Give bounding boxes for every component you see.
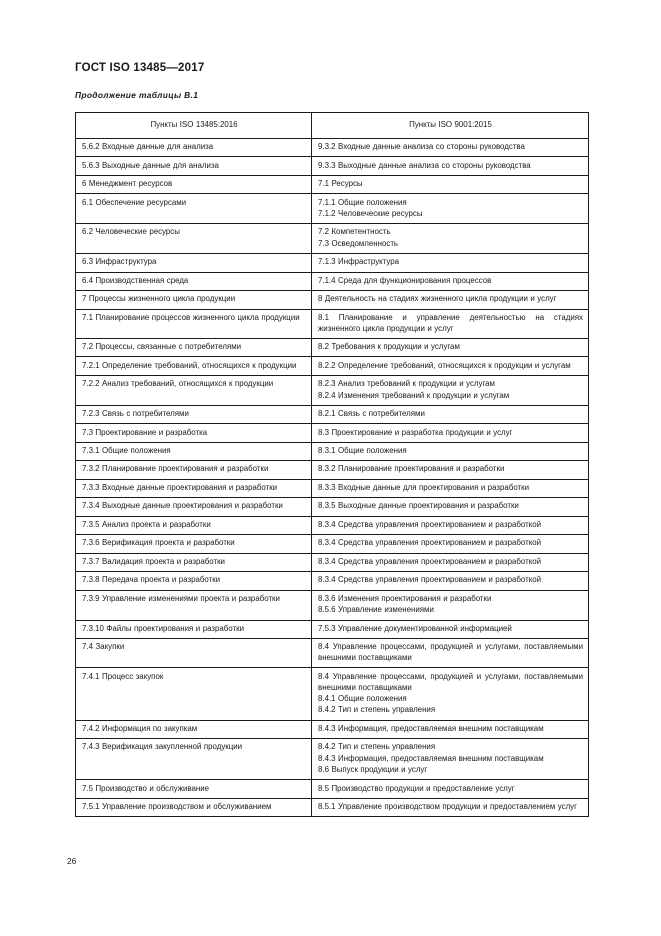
clause-line: 6 Менеджмент ресурсов xyxy=(82,179,173,189)
clause-line: 9.3.3 Выходные данные анализа со стороны руководства xyxy=(318,160,531,170)
left-cell-clause xyxy=(76,461,312,479)
left-cell-clause xyxy=(76,375,312,405)
left-cell-clause xyxy=(76,498,312,516)
clause-line: 8.2.1 Связь с потребителями xyxy=(318,409,425,419)
table-row xyxy=(76,442,589,460)
right-cell-clause xyxy=(312,309,589,338)
table-row xyxy=(76,424,589,442)
right-cell-clause xyxy=(312,224,589,254)
right-cell-clause xyxy=(312,720,589,738)
right-cell-clause xyxy=(312,357,589,375)
clause-line: 7.4.3 Верификация закупленной продукции xyxy=(82,742,243,752)
clause-line: 8.3.4 Средства управления проектированием и разработкой xyxy=(318,575,542,585)
table-row xyxy=(76,620,589,638)
clause-line: 8.5 Производство продукции и предоставление услуг xyxy=(318,783,515,793)
clause-line: 7.3.3 Входные данные проектирования и разработки xyxy=(82,482,278,492)
right-cell-clause xyxy=(312,516,589,534)
left-cell-clause xyxy=(76,157,312,175)
clause-line: 7.3 Осведомленность xyxy=(318,238,399,248)
clause-line: 7.3.5 Анализ проекта и разработки xyxy=(82,519,211,529)
table-row xyxy=(76,516,589,534)
clause-line: 8.6 Выпуск продукции и услуг xyxy=(318,765,428,775)
clause-line: 7.2.3 Связь с потребителями xyxy=(82,409,189,419)
clause-line: 8.3.6 Изменения проектирования и разработки xyxy=(318,593,492,603)
clause-line: 7 Процессы жизненного цикла продукции xyxy=(82,294,236,304)
left-cell-clause xyxy=(76,639,312,668)
column-header-iso9001: Пункты ISO 9001:2015 xyxy=(312,113,589,139)
right-cell-clause xyxy=(312,479,589,497)
clause-line: 7.4.2 Информация по закупкам xyxy=(82,723,198,733)
clause-line: 8.1 Планирование и управление деятельностью на стадиях жизненного цикла продукции и услуг xyxy=(318,312,583,333)
clause-line: 8.4 Управление процессами, продукцией и услугами, поставляемыми внешними поставщиками xyxy=(318,642,583,663)
clause-line: 8.2 Требования к продукции и услугам xyxy=(318,342,460,352)
right-cell-clause xyxy=(312,553,589,571)
left-cell-clause xyxy=(76,798,312,816)
right-cell-clause xyxy=(312,405,589,423)
clause-line: 6.4 Производственная среда xyxy=(82,275,189,285)
left-cell-clause xyxy=(76,405,312,423)
table-row xyxy=(76,194,589,224)
clause-line: 8.4.2 Тип и степень управления xyxy=(318,742,436,752)
left-cell-clause xyxy=(76,620,312,638)
left-cell-clause xyxy=(76,175,312,193)
table-row xyxy=(76,739,589,780)
clause-line: 8.4.3 Информация, предоставляемая внешним поставщикам xyxy=(318,723,544,733)
clause-line: 7.2.1 Определение требований, относящихся к продукции xyxy=(82,360,297,370)
table-row xyxy=(76,224,589,254)
clause-line: 9.3.2 Входные данные анализа со стороны руководства xyxy=(318,142,525,152)
clause-line: 7.1.1 Общие положения xyxy=(318,197,407,207)
clause-line: 7.5.3 Управление документированной информацией xyxy=(318,623,512,633)
left-cell-clause xyxy=(76,224,312,254)
table-row xyxy=(76,461,589,479)
clause-line: 8.2.4 Изменения требований к продукции и услугам xyxy=(318,390,510,400)
clause-line: 5.6.3 Выходные данные для анализа xyxy=(82,160,219,170)
clause-line: 8.2.2 Определение требований, относящихся к продукции и услугам xyxy=(318,360,571,370)
left-cell-clause xyxy=(76,553,312,571)
right-cell-clause xyxy=(312,798,589,816)
clause-line: 8.5.1 Управление производством продукции и предоставлением услуг xyxy=(318,802,577,812)
column-header-iso13485: Пункты ISO 13485:2016 xyxy=(76,113,312,139)
left-cell-clause xyxy=(76,590,312,620)
right-cell-clause xyxy=(312,590,589,620)
right-cell-clause xyxy=(312,461,589,479)
right-cell-clause xyxy=(312,739,589,780)
clause-line: 7.3.2 Планирование проектирования и разработки xyxy=(82,464,269,474)
clause-line: 7.2 Компетентность xyxy=(318,227,391,237)
table-header-row xyxy=(76,113,589,139)
clause-line: 8 Деятельность на стадиях жизненного цикла продукции и услуг xyxy=(318,294,557,304)
table-row xyxy=(76,309,589,338)
clause-line: 8.3.3 Входные данные для проектирования и разработки xyxy=(318,482,530,492)
clause-line: 6.2 Человеческие ресурсы xyxy=(82,227,180,237)
left-cell-clause xyxy=(76,138,312,156)
left-cell-clause xyxy=(76,357,312,375)
table-row xyxy=(76,798,589,816)
left-cell-clause xyxy=(76,291,312,309)
left-cell-clause xyxy=(76,780,312,798)
table-row xyxy=(76,405,589,423)
clause-line: 7.1.4 Среда для функционирования процессов xyxy=(318,275,492,285)
right-cell-clause xyxy=(312,780,589,798)
left-cell-clause xyxy=(76,309,312,338)
clause-line: 7.5.1 Управление производством и обслуживанием xyxy=(82,802,272,812)
table-row xyxy=(76,553,589,571)
clause-line: 8.4 Управление процессами, продукцией и услугами, поставляемыми внешними поставщиками xyxy=(318,671,583,692)
table-row xyxy=(76,175,589,193)
left-cell-clause xyxy=(76,442,312,460)
right-cell-clause xyxy=(312,157,589,175)
clause-line: 8.3.4 Средства управления проектированием и разработкой xyxy=(318,519,542,529)
clause-line: 8.3.2 Планирование проектирования и разработки xyxy=(318,464,505,474)
table-row xyxy=(76,291,589,309)
right-cell-clause xyxy=(312,272,589,290)
left-cell-clause xyxy=(76,572,312,590)
clause-line: 8.3.4 Средства управления проектированием и разработкой xyxy=(318,556,542,566)
right-cell-clause xyxy=(312,291,589,309)
clause-line: 7.3 Проектирование и разработка xyxy=(82,427,208,437)
table-row xyxy=(76,375,589,405)
table-row xyxy=(76,780,589,798)
clause-line: 7.1 Ресурсы xyxy=(318,179,363,189)
right-cell-clause xyxy=(312,498,589,516)
right-cell-clause xyxy=(312,138,589,156)
right-cell-clause xyxy=(312,668,589,720)
clause-line: 7.3.4 Выходные данные проектирования и разработки xyxy=(82,501,283,511)
table-caption: Продолжение таблицы В.1 xyxy=(75,90,199,100)
standard-title: ГОСТ ISO 13485—2017 xyxy=(75,62,205,74)
left-cell-clause xyxy=(76,535,312,553)
clause-line: 8.4.3 Информация, предоставляемая внешним поставщикам xyxy=(318,753,544,763)
clause-line: 7.3.6 Верификация проекта и разработки xyxy=(82,538,235,548)
right-cell-clause xyxy=(312,194,589,224)
left-cell-clause xyxy=(76,194,312,224)
clause-line: 7.1.3 Инфраструктура xyxy=(318,257,400,267)
table-row xyxy=(76,668,589,720)
clause-line: 7.3.10 Файлы проектирования и разработки xyxy=(82,623,244,633)
clause-line: 7.2 Процессы, связанные с потребителями xyxy=(82,342,242,352)
table-row xyxy=(76,639,589,668)
left-cell-clause xyxy=(76,338,312,356)
left-cell-clause xyxy=(76,516,312,534)
clause-line: 8.4.2 Тип и степень управления xyxy=(318,705,436,715)
table-row xyxy=(76,138,589,156)
clause-line: 7.2.2 Анализ требований, относящихся к продукции xyxy=(82,379,274,389)
table-row xyxy=(76,535,589,553)
clause-line: 8.2.3 Анализ требований к продукции и услугам xyxy=(318,379,495,389)
clause-line: 7.4 Закупки xyxy=(82,642,125,652)
left-cell-clause xyxy=(76,720,312,738)
clause-line: 7.4.1 Процесс закупок xyxy=(82,671,164,681)
clause-line: 6.1 Обеспечение ресурсами xyxy=(82,197,187,207)
clause-line: 6.3 Инфраструктура xyxy=(82,257,157,267)
clause-line: 8.3.5 Выходные данные проектирования и разработки xyxy=(318,501,519,511)
right-cell-clause xyxy=(312,175,589,193)
clause-line: 8.3.4 Средства управления проектированием и разработкой xyxy=(318,538,542,548)
clause-line: 7.3.1 Общие положения xyxy=(82,446,171,455)
clause-line: 8.4.1 Общие положения xyxy=(318,693,407,703)
table-row xyxy=(76,498,589,516)
table-row xyxy=(76,720,589,738)
correspondence-table xyxy=(75,112,589,817)
table-row xyxy=(76,357,589,375)
clause-line: 7.3.9 Управление изменениями проекта и разработки xyxy=(82,593,280,603)
right-cell-clause xyxy=(312,254,589,272)
table-body xyxy=(76,138,589,817)
left-cell-clause xyxy=(76,254,312,272)
right-cell-clause xyxy=(312,620,589,638)
right-cell-clause xyxy=(312,639,589,668)
clause-line: 7.3.8 Передача проекта и разработки xyxy=(82,575,221,585)
left-cell-clause xyxy=(76,668,312,720)
clause-line: 5.6.2 Входные данные для анализа xyxy=(82,142,214,152)
right-cell-clause xyxy=(312,572,589,590)
left-cell-clause xyxy=(76,479,312,497)
right-cell-clause xyxy=(312,442,589,460)
left-cell-clause xyxy=(76,424,312,442)
table-row xyxy=(76,272,589,290)
left-cell-clause xyxy=(76,272,312,290)
right-cell-clause xyxy=(312,338,589,356)
table-row xyxy=(76,479,589,497)
table-row xyxy=(76,572,589,590)
right-cell-clause xyxy=(312,535,589,553)
table-row xyxy=(76,590,589,620)
right-cell-clause xyxy=(312,424,589,442)
clause-line: 7.3.7 Валидация проекта и разработки xyxy=(82,556,225,566)
clause-line: 8.5.6 Управление изменениями xyxy=(318,605,434,615)
clause-line: 7.1 Планирование процессов жизненного цикла продукции xyxy=(82,312,300,322)
right-cell-clause xyxy=(312,375,589,405)
clause-line: 8.3.1 Общие положения xyxy=(318,446,407,455)
clause-line: 7.5 Производство и обслуживание xyxy=(82,783,210,793)
clause-line: 7.1.2 Человеческие ресурсы xyxy=(318,208,423,218)
table-row xyxy=(76,338,589,356)
page-number: 26 xyxy=(67,856,77,866)
clause-line: 8.3 Проектирование и разработка продукции и услуг xyxy=(318,427,513,437)
table-row xyxy=(76,254,589,272)
table-row xyxy=(76,157,589,175)
left-cell-clause xyxy=(76,739,312,780)
